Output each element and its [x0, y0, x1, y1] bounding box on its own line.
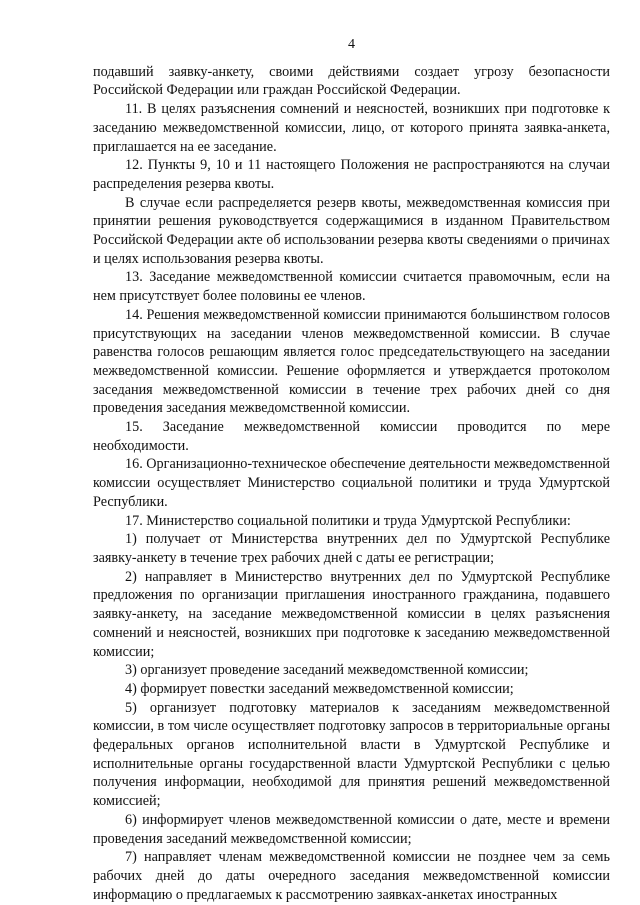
paragraph: 7) направляет членам межведомственной комиссии не позднее чем за семь рабочих дней до даты очередного заседания межведомственной комиссии информацию о предлагаемых к рассмотрению заявках-анкетах иностранных — [93, 849, 610, 903]
paragraph: 11. В целях разъяснения сомнений и неясностей, возникших при подготовке к заседанию межведомственной комиссии, лицо, от которого принята заявка-анкета, приглашается на ее заседание. — [93, 101, 610, 155]
paragraph: 1) получает от Министерства внутренних дел по Удмуртской Республике заявку-анкету в течение трех рабочих дней с даты ее регистрации; — [93, 531, 610, 566]
paragraph: 6) информирует членов межведомственной комиссии о дате, месте и времени проведения заседаний межведомственной комиссии; — [93, 811, 610, 847]
paragraph: 2) направляет в Министерство внутренних дел по Удмуртской Республике предложения по организации приглашения иностранного гражданина, подавшего заявку-анкету, на заседание межведомственной комиссии в целях разъяснения сомнений и неясностей, возникших при подготовке к заседанию межведомственной комиссии; — [93, 568, 610, 660]
paragraph: 16. Организационно-техническое обеспечение деятельности межведомственной комиссии осуществляет Министерство социальной политики и труда Удмуртской Республики. — [93, 456, 610, 510]
paragraph: В случае если распределяется резерв квоты, межведомственная комиссия при принятии решения руководствуется содержащимися в изданном Правительством Российской Федерации акте об использовании резерва квоты сведениями о причинах и целях использования резерва квоты. — [93, 194, 610, 267]
paragraph: 17. Министерство социальной политики и труда Удмуртской Республики: — [125, 512, 571, 529]
paragraph: 15. Заседание межведомственной комиссии проводится по мере необходимости. — [93, 419, 610, 454]
paragraph: 3) организует проведение заседаний межведомственной комиссии; — [125, 662, 529, 679]
document-body — [93, 63, 610, 905]
paragraph: 12. Пункты 9, 10 и 11 настоящего Положения не распространяются на случаи распределения резерва квоты. — [93, 157, 610, 192]
paragraph: 14. Решения межведомственной комиссии принимаются большинством голосов присутствующих на заседании членов межведомственной комиссии. В случае равенства голосов решающим является голос председательствующего на заседании межведомственной комиссии. Решение оформляется и утверждается протоколом заседания межведомственной комиссии в течение трех рабочих дней со дня проведения заседания межведомственной комиссии. — [93, 306, 610, 417]
paragraph: 13. Заседание межведомственной комиссии считается правомочным, если на нем присутствует более половины ее членов. — [93, 269, 610, 305]
paragraph: 5) организует подготовку материалов к заседаниям межведомственной комиссии, в том числе осуществляет подготовку запросов в территориальные органы федеральных органов исполнительной власти в Удмуртской Республике и исполнительные органы государственной власти Удмуртской Республики с целью получения информации, необходимой для принятия решений межведомственной комиссией; — [93, 699, 610, 810]
paragraph: 4) формирует повестки заседаний межведомственной комиссии; — [125, 680, 514, 697]
paragraph: подавший заявку-анкету, своими действиями создает угрозу безопасности Российской Федерации или граждан Российской Федерации. — [93, 63, 610, 99]
page-number: 4 — [348, 37, 355, 52]
